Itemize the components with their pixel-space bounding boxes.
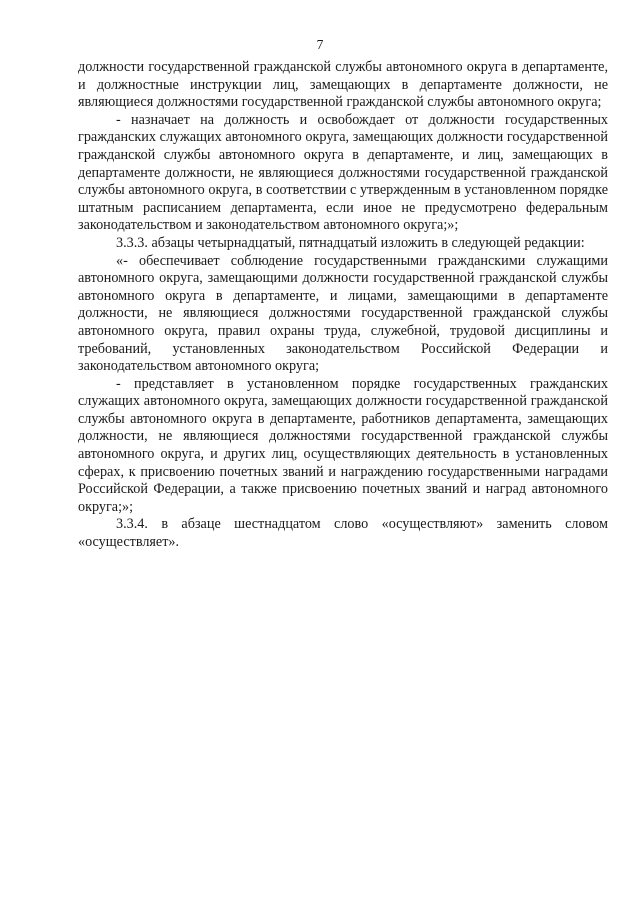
paragraph-ensures: «- обеспечивает соблюдение государственными гражданскими служащими автономного округа, замещающими должности государственной гражданской службы автономного округа в департаменте, и лицами, замещающими в департаменте должности, не являющиеся должностями государственной гражданской службы автономного округа, правил охраны труда, служебной, трудовой дисциплины и требований, установленных законодательством Российской Федерации и законодательством автономного округа; bbox=[78, 252, 608, 375]
paragraph-represents: - представляет в установленном порядке государственных гражданских служащих автономного округа, замещающих должности государственной гражданской службы автономного округа в департаменте, работников департамента, замещающих должности, не являющиеся должностями государственной гражданской службы автономного округа, и других лиц, осуществляющих деятельность в установленных сферах, к присвоению почетных званий и награждению государственными наградами Российской Федерации, а также присвоению почетных званий и наград автономного округа;»; bbox=[78, 375, 608, 515]
paragraph-continuation: должности государственной гражданской службы автономного округа в департаменте, и должностные инструкции лиц, замещающих в департаменте должности, не являющиеся должностями государственной гражданской службы автономного округа; bbox=[78, 59, 608, 111]
document-body bbox=[78, 59, 608, 552]
paragraph-3-3-3: 3.3.3. абзацы четырнадцатый, пятнадцатый изложить в следующей редакции: bbox=[116, 234, 585, 251]
paragraph-3-3-4: 3.3.4. в абзаце шестнадцатом слово «осуществляют» заменить словом «осуществляет». bbox=[78, 516, 608, 551]
paragraph-appoints: - назначает на должность и освобождает от должности государственных гражданских служащих автономного округа, замещающих должности государственной гражданской службы автономного округа в департаменте, и лиц, замещающих в департаменте должности, не являющиеся должностями государственной гражданской службы автономного округа, в соответствии с утвержденным в установленном порядке штатным расписанием департамента, если иное не предусмотрено федеральным законодательством и законодательством автономного округа;»; bbox=[78, 111, 608, 234]
page-number: 7 bbox=[316, 37, 324, 52]
